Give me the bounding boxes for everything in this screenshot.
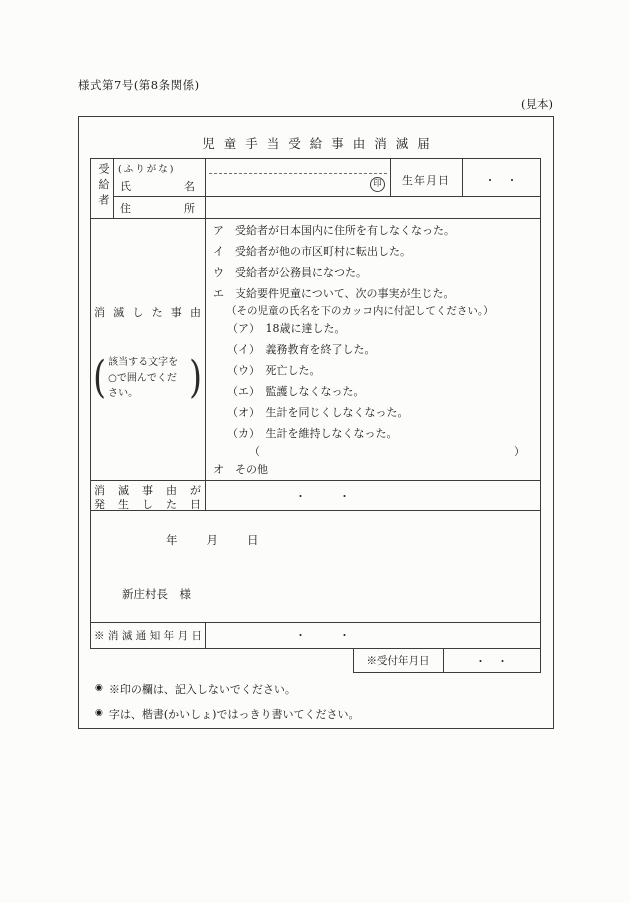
- reason-item: （ ）: [249, 445, 525, 458]
- grid-line: [90, 622, 541, 623]
- reason-item: （ア） 18歳に達した。: [227, 322, 346, 335]
- sample-label: (見本): [521, 97, 553, 111]
- reason-item: （オ） 生計を同じくしなくなった。: [227, 406, 409, 419]
- grid-line: [113, 158, 114, 218]
- date-blank-line: 年 月 日: [166, 533, 261, 547]
- reason-instruction: [91, 353, 204, 403]
- bullet-icon: ◉: [95, 708, 103, 718]
- seal-mark-icon: 印: [370, 177, 385, 192]
- occurred-date-value: ・ ・: [295, 490, 350, 503]
- note-line: [95, 676, 359, 701]
- birthdate-label: 生年月日: [402, 174, 450, 187]
- grid-line: [90, 480, 541, 481]
- close-paren-icon: ): [188, 352, 202, 403]
- open-paren-icon: (: [93, 352, 107, 403]
- form-border: [78, 116, 554, 729]
- grid-line: [205, 622, 206, 648]
- name-label: 氏名: [120, 180, 195, 193]
- reason-item: ア 受給者が日本国内に住所を有しなくなった。: [213, 224, 455, 237]
- reason-item: ウ 受給者が公務員になつた。: [213, 266, 367, 279]
- birthdate-value: ・ ・: [484, 174, 518, 187]
- grid-line: [205, 158, 206, 510]
- furigana-label: (ふりがな): [118, 164, 176, 175]
- reason-item: オ その他: [213, 463, 268, 476]
- reason-item: （その児童の氏名を下のカッコ内に付記してください。）: [226, 305, 494, 317]
- footer-notes: [95, 676, 359, 726]
- reason-item: （ウ） 死亡した。: [227, 364, 321, 377]
- form-table: [90, 158, 541, 674]
- reason-item: エ 支給要件児童について、次の事実が生じた。: [213, 287, 455, 300]
- reason-label: 消滅した事由: [94, 306, 201, 319]
- reception-date-value: ・ ・: [475, 655, 508, 668]
- reason-item: イ 受給者が他の市区町村に転出した。: [213, 245, 411, 258]
- furigana-writing-line: [209, 173, 387, 174]
- notice-date-value: ・ ・: [295, 629, 350, 642]
- occurred-date-label: 消滅事由が 発生した日: [94, 484, 201, 511]
- reason-item: （イ） 義務教育を終了した。: [227, 343, 376, 356]
- form-title: 児童手当受給事由消滅届: [202, 136, 439, 151]
- note-line: [95, 701, 359, 726]
- reason-item: （カ） 生計を維持しなくなった。: [227, 427, 398, 440]
- reason-instruction-text: 該当する文字を ○で囲んでくだ さい。: [108, 357, 179, 399]
- notice-date-label: ※消滅通知年月日: [94, 630, 202, 642]
- recipient-group-label: 受給者: [97, 163, 110, 210]
- note-text: 字は、楷書(かいしょ)ではっきり書いてください。: [108, 707, 360, 721]
- addressee: 新庄村長 様: [122, 587, 191, 601]
- grid-line: [113, 196, 541, 197]
- grid-line: [90, 218, 541, 219]
- bullet-icon: ◉: [95, 683, 103, 693]
- note-text: ※印の欄は、記入しないでください。: [108, 682, 296, 696]
- address-label: 住所: [120, 202, 195, 215]
- reason-items: [213, 220, 525, 480]
- form-number: 様式第7号(第8条関係): [78, 78, 200, 92]
- reception-date-label: ※受付年月日: [366, 655, 430, 667]
- reason-item: （エ） 監護しなくなった。: [227, 385, 365, 398]
